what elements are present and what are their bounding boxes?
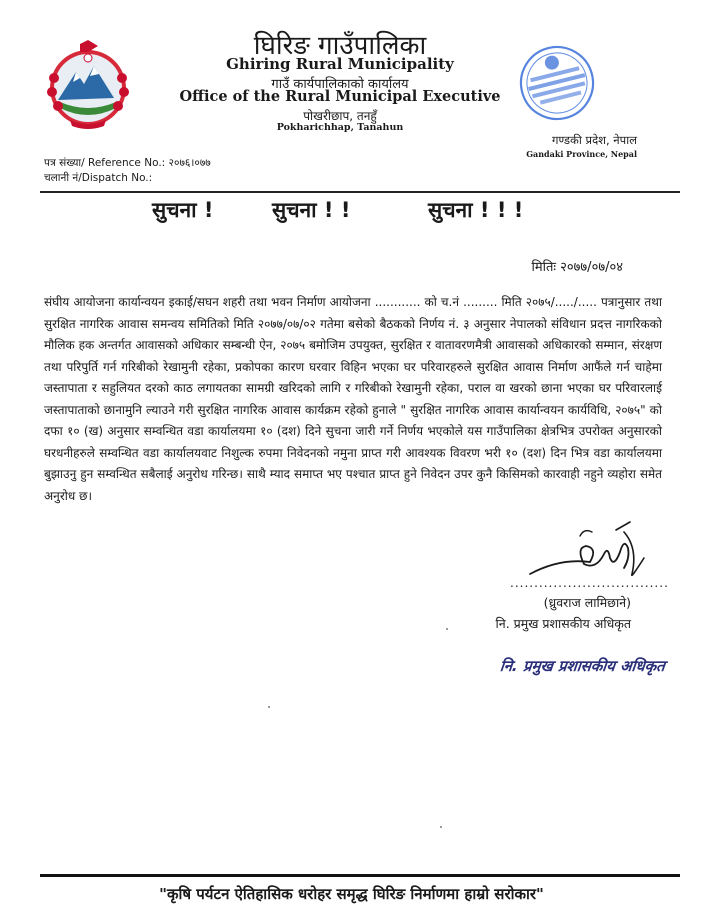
footer-slogan: "कृषि पर्यटन ऐतिहासिक धरोहर समृद्ध घिरिङ निर्माणमा हाम्रो सरोकार" (159, 885, 544, 903)
scan-speck (440, 826, 442, 828)
reference-number: पत्र संख्या/ Reference No.: २०७६।०७७ (44, 157, 211, 169)
scan-speck (446, 628, 448, 630)
notice-body: संघीय आयोजना कार्यान्वयन इकाई/सघन शहरी तथा भवन निर्माण आयोजना ............ को च.नं ......... मिति २०७५/...../..... पत्रानुसार तथा सुरक्षित नागरिक आवास समन्वय समितिको मिति २०७७/०७/०२ गतेमा बसेको बैठकको निर्णय नं. ३ अनुसार नेपालको संविधान प्रदत्त नागरिकको मौलिक हक अन्तर्गत आवासको अधिकार सम्बन्धी ऐन, २०७५ बमोजिम उपयुक्त, सुरक्षित र वातावरणमैत्री आवासको अधिकारको सम्मान, संरक्षण तथा परिपुर्ति गर्न गरिबीको रेखामुनी रहेका, प्रकोपका कारण घरवार विहिन भएका घर परिवारहरुले सुरक्षित आवास निर्माण आफैंले गर्न चाहेमा जस्तापाता र सहुलियत दरको काठ लगायतका सामग्री खरिदको लागि र गरिबीको रेखामुनी रहेका, पराल वा खरको छाना भएका घर परिवारलाई जस्तापाताको छानामुनि ल्याउने गरी सुरक्षित नागरिक आवास कार्यक्रम रहेको हुनाले " सुरक्षित नागरिक आवास कार्यान्वयन कार्यविधि, २०७५" को दफा १० (ख) अनुसार सम्वन्धित वडा कार्यालयमा १० (दश) दिने सुचना जारी गर्ने निर्णय भएकोले यस गाउँपालिका क्षेत्रभित्र उपरोक्त अनुसारको घरधनीहरुले सम्वन्धित वडा कार्यालयवाट निशुल्क रुपमा निवेदनको नमुना प्राप्त गरी आवश्यक विवरण भरी १० (दश) दिन भित्र वडा कार्यालयमा बुझाउनु हुन सम्वन्धित सबैलाई अनुरोध गरिन्छ। साथै म्याद समाप्त भए पश्चात प्राप्त हुने निवेदन उपर कुनै किसिमको कारवाही नहुने व्यहोरा समेत अनुरोध छ। (44, 295, 662, 503)
nepal-emblem-icon (42, 38, 134, 130)
office-title-np: गाउँ कार्यपालिकाको कार्यालय (271, 77, 409, 92)
scan-speck (268, 706, 270, 708)
signature-line: ................................. (510, 576, 669, 590)
province-en: Gandaki Province, Nepal (526, 149, 637, 159)
notice-heading-1: सुचना ! (152, 198, 214, 222)
notice-heading-3: सुचना ! ! ! (428, 198, 524, 222)
province-np: गण्डकी प्रदेश, नेपाल (551, 133, 637, 147)
dispatch-number: चलानी नं/Dispatch No.: (44, 172, 153, 184)
reference-block (44, 156, 211, 186)
address-np: पोखरीछाप, तनहुँ (303, 109, 377, 123)
signatory-title: नि. प्रमुख प्रशासकीय अधिकृत (495, 616, 631, 631)
municipality-title-np: घिरिङ गाउँपालिका (253, 31, 427, 61)
municipality-title-en: Ghiring Rural Municipality (226, 55, 454, 73)
signatory-name: (ध्रुवराज लामिछाने) (543, 595, 631, 610)
address-en: Pokharichhap, Tanahun (276, 122, 404, 133)
designation-stamp: नि. प्रमुख प्रशासकीय अधिकृत (499, 657, 666, 675)
footer-divider (40, 874, 680, 877)
header-divider (40, 191, 680, 193)
notice-heading-2: सुचना ! ! (272, 198, 351, 222)
letter-date: मितिः २०७७/०७/०४ (531, 260, 623, 275)
office-seal-stamp-icon (502, 38, 612, 128)
office-title-en: Office of the Rural Municipal Executive (179, 88, 501, 105)
